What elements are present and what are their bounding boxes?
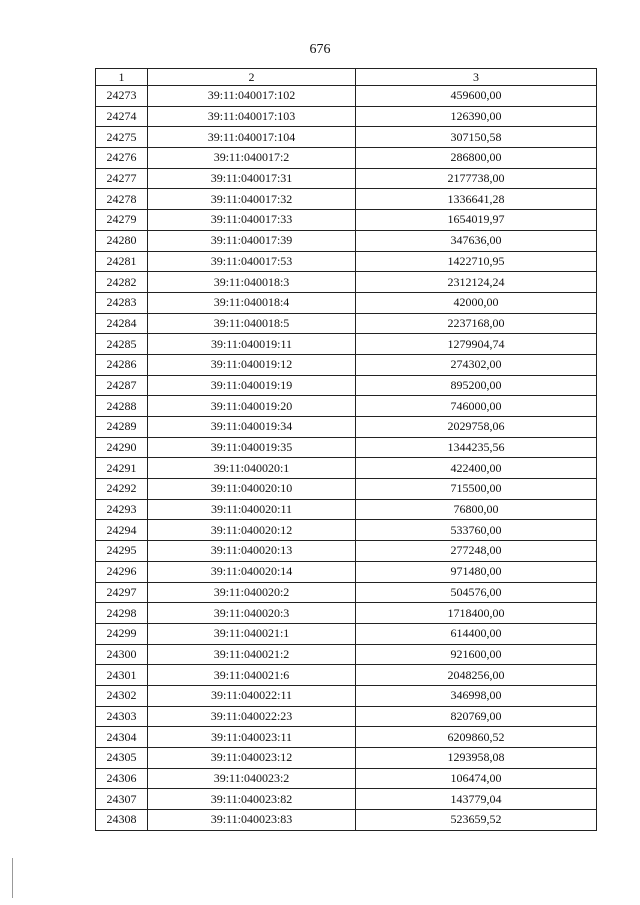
cadastral-value-cell: 1718400,00 xyxy=(356,603,597,624)
column-header-1: 1 xyxy=(96,69,148,86)
cadastral-number-cell: 39:11:040017:33 xyxy=(148,210,356,231)
cadastral-number-cell: 39:11:040017:103 xyxy=(148,106,356,127)
row-number-cell: 24293 xyxy=(96,499,148,520)
table-row xyxy=(96,748,597,769)
table-row xyxy=(96,499,597,520)
row-number-cell: 24291 xyxy=(96,458,148,479)
row-number-cell: 24304 xyxy=(96,727,148,748)
cadastral-number-cell: 39:11:040021:1 xyxy=(148,623,356,644)
cadastral-value-cell: 347636,00 xyxy=(356,230,597,251)
table-row xyxy=(96,375,597,396)
cadastral-value-cell: 820769,00 xyxy=(356,706,597,727)
row-number-cell: 24285 xyxy=(96,334,148,355)
table-row xyxy=(96,665,597,686)
table-row xyxy=(96,520,597,541)
cadastral-value-cell: 1336641,28 xyxy=(356,189,597,210)
cadastral-value-cell: 1422710,95 xyxy=(356,251,597,272)
cadastral-number-cell: 39:11:040021:6 xyxy=(148,665,356,686)
row-number-cell: 24299 xyxy=(96,623,148,644)
cadastral-value-cell: 895200,00 xyxy=(356,375,597,396)
cadastral-number-cell: 39:11:040019:35 xyxy=(148,437,356,458)
table-row xyxy=(96,582,597,603)
cadastral-number-cell: 39:11:040021:2 xyxy=(148,644,356,665)
row-number-cell: 24302 xyxy=(96,685,148,706)
cadastral-value-cell: 286800,00 xyxy=(356,148,597,169)
cadastral-value-cell: 2237168,00 xyxy=(356,313,597,334)
cadastral-value-cell: 1279904,74 xyxy=(356,334,597,355)
row-number-cell: 24295 xyxy=(96,541,148,562)
row-number-cell: 24279 xyxy=(96,210,148,231)
table-row xyxy=(96,685,597,706)
row-number-cell: 24289 xyxy=(96,417,148,438)
column-header-2: 2 xyxy=(148,69,356,86)
cadastral-value-cell: 42000,00 xyxy=(356,292,597,313)
cadastral-number-cell: 39:11:040020:10 xyxy=(148,479,356,500)
cadastral-number-cell: 39:11:040023:83 xyxy=(148,810,356,831)
cadastral-number-cell: 39:11:040019:19 xyxy=(148,375,356,396)
table-row xyxy=(96,458,597,479)
table-row xyxy=(96,623,597,644)
row-number-cell: 24275 xyxy=(96,127,148,148)
cadastral-number-cell: 39:11:040019:11 xyxy=(148,334,356,355)
cadastral-value-cell: 2048256,00 xyxy=(356,665,597,686)
table-row xyxy=(96,230,597,251)
cadastral-value-cell: 346998,00 xyxy=(356,685,597,706)
table-row xyxy=(96,189,597,210)
table-row xyxy=(96,148,597,169)
row-number-cell: 24281 xyxy=(96,251,148,272)
cadastral-value-cell: 523659,52 xyxy=(356,810,597,831)
cadastral-number-cell: 39:11:040022:23 xyxy=(148,706,356,727)
cadastral-value-cell: 106474,00 xyxy=(356,768,597,789)
row-number-cell: 24283 xyxy=(96,292,148,313)
cadastral-number-cell: 39:11:040020:11 xyxy=(148,499,356,520)
row-number-cell: 24286 xyxy=(96,354,148,375)
cadastral-value-cell: 143779,04 xyxy=(356,789,597,810)
table-row xyxy=(96,354,597,375)
cadastral-number-cell: 39:11:040018:3 xyxy=(148,272,356,293)
cadastral-number-cell: 39:11:040020:12 xyxy=(148,520,356,541)
table-row xyxy=(96,210,597,231)
cadastral-value-table xyxy=(95,68,597,831)
row-number-cell: 24298 xyxy=(96,603,148,624)
scan-artifact xyxy=(12,858,13,898)
cadastral-value-cell: 1293958,08 xyxy=(356,748,597,769)
cadastral-value-cell: 504576,00 xyxy=(356,582,597,603)
row-number-cell: 24290 xyxy=(96,437,148,458)
table-row xyxy=(96,541,597,562)
cadastral-value-cell: 126390,00 xyxy=(356,106,597,127)
row-number-cell: 24296 xyxy=(96,561,148,582)
cadastral-number-cell: 39:11:040023:11 xyxy=(148,727,356,748)
row-number-cell: 24292 xyxy=(96,479,148,500)
row-number-cell: 24307 xyxy=(96,789,148,810)
page-number: 676 xyxy=(309,42,331,57)
row-number-cell: 24306 xyxy=(96,768,148,789)
cadastral-number-cell: 39:11:040018:4 xyxy=(148,292,356,313)
cadastral-value-cell: 76800,00 xyxy=(356,499,597,520)
table-row xyxy=(96,561,597,582)
cadastral-value-cell: 1654019,97 xyxy=(356,210,597,231)
table-row xyxy=(96,106,597,127)
row-number-cell: 24278 xyxy=(96,189,148,210)
cadastral-value-cell: 277248,00 xyxy=(356,541,597,562)
cadastral-number-cell: 39:11:040017:53 xyxy=(148,251,356,272)
row-number-cell: 24305 xyxy=(96,748,148,769)
cadastral-value-cell: 2029758,06 xyxy=(356,417,597,438)
cadastral-value-cell: 307150,58 xyxy=(356,127,597,148)
cadastral-value-cell: 6209860,52 xyxy=(356,727,597,748)
table-row xyxy=(96,603,597,624)
table-row xyxy=(96,313,597,334)
row-number-cell: 24287 xyxy=(96,375,148,396)
cadastral-value-cell: 459600,00 xyxy=(356,86,597,107)
cadastral-number-cell: 39:11:040019:34 xyxy=(148,417,356,438)
column-header-3: 3 xyxy=(356,69,597,86)
cadastral-number-cell: 39:11:040022:11 xyxy=(148,685,356,706)
cadastral-number-cell: 39:11:040020:14 xyxy=(148,561,356,582)
cadastral-value-cell: 2312124,24 xyxy=(356,272,597,293)
cadastral-number-cell: 39:11:040017:102 xyxy=(148,86,356,107)
cadastral-value-cell: 921600,00 xyxy=(356,644,597,665)
row-number-cell: 24303 xyxy=(96,706,148,727)
table-body xyxy=(96,86,597,831)
cadastral-number-cell: 39:11:040018:5 xyxy=(148,313,356,334)
cadastral-number-cell: 39:11:040017:2 xyxy=(148,148,356,169)
cadastral-number-cell: 39:11:040023:12 xyxy=(148,748,356,769)
table-header-row xyxy=(96,69,597,86)
table-row xyxy=(96,706,597,727)
cadastral-number-cell: 39:11:040019:12 xyxy=(148,354,356,375)
cadastral-number-cell: 39:11:040023:82 xyxy=(148,789,356,810)
table-row xyxy=(96,727,597,748)
table-row xyxy=(96,789,597,810)
row-number-cell: 24308 xyxy=(96,810,148,831)
cadastral-value-cell: 274302,00 xyxy=(356,354,597,375)
table-row xyxy=(96,810,597,831)
table-row xyxy=(96,644,597,665)
cadastral-value-cell: 746000,00 xyxy=(356,396,597,417)
table-row xyxy=(96,272,597,293)
cadastral-number-cell: 39:11:040020:13 xyxy=(148,541,356,562)
cadastral-number-cell: 39:11:040019:20 xyxy=(148,396,356,417)
table-row xyxy=(96,334,597,355)
cadastral-value-cell: 614400,00 xyxy=(356,623,597,644)
cadastral-number-cell: 39:11:040020:3 xyxy=(148,603,356,624)
table-row xyxy=(96,768,597,789)
table-row xyxy=(96,417,597,438)
cadastral-number-cell: 39:11:040017:104 xyxy=(148,127,356,148)
row-number-cell: 24294 xyxy=(96,520,148,541)
table-row xyxy=(96,168,597,189)
cadastral-number-cell: 39:11:040017:31 xyxy=(148,168,356,189)
table-row xyxy=(96,127,597,148)
row-number-cell: 24301 xyxy=(96,665,148,686)
table-row xyxy=(96,396,597,417)
cadastral-value-cell: 971480,00 xyxy=(356,561,597,582)
table-row xyxy=(96,292,597,313)
cadastral-value-cell: 2177738,00 xyxy=(356,168,597,189)
cadastral-number-cell: 39:11:040020:2 xyxy=(148,582,356,603)
table-row xyxy=(96,479,597,500)
row-number-cell: 24274 xyxy=(96,106,148,127)
row-number-cell: 24284 xyxy=(96,313,148,334)
cadastral-number-cell: 39:11:040017:32 xyxy=(148,189,356,210)
cadastral-value-cell: 715500,00 xyxy=(356,479,597,500)
table-row xyxy=(96,437,597,458)
row-number-cell: 24276 xyxy=(96,148,148,169)
row-number-cell: 24280 xyxy=(96,230,148,251)
cadastral-value-cell: 422400,00 xyxy=(356,458,597,479)
row-number-cell: 24277 xyxy=(96,168,148,189)
cadastral-number-cell: 39:11:040023:2 xyxy=(148,768,356,789)
row-number-cell: 24300 xyxy=(96,644,148,665)
row-number-cell: 24282 xyxy=(96,272,148,293)
cadastral-number-cell: 39:11:040017:39 xyxy=(148,230,356,251)
cadastral-number-cell: 39:11:040020:1 xyxy=(148,458,356,479)
table-row xyxy=(96,251,597,272)
cadastral-value-cell: 533760,00 xyxy=(356,520,597,541)
table-row xyxy=(96,86,597,107)
row-number-cell: 24273 xyxy=(96,86,148,107)
row-number-cell: 24288 xyxy=(96,396,148,417)
row-number-cell: 24297 xyxy=(96,582,148,603)
cadastral-value-cell: 1344235,56 xyxy=(356,437,597,458)
